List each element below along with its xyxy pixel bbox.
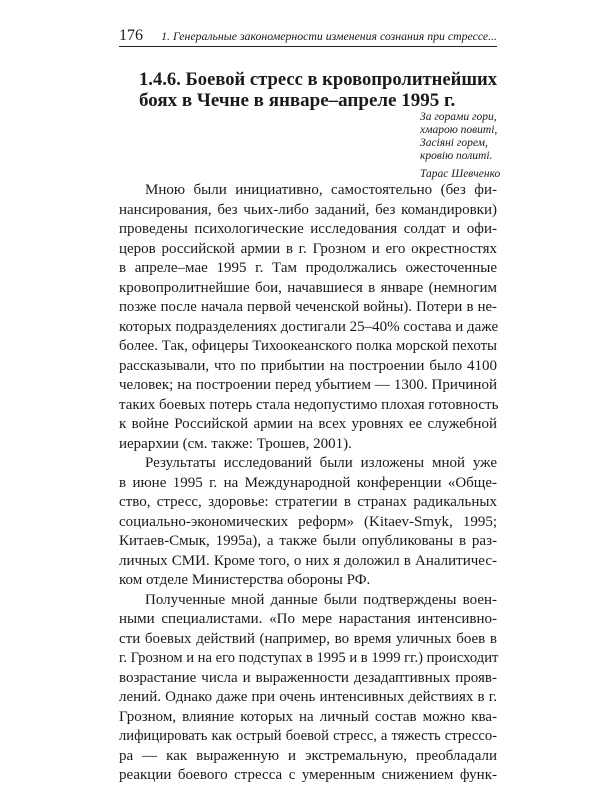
text-line: иерархии (см. также: Трошев, 2001). [119,435,352,452]
epigraph-author: Тарас Шевченко [420,168,501,180]
text-line: лифицировать как острый боевой стресс, а тяжесть стрессо- [119,728,497,744]
text-line: лений. Однако даже при очень интенсивных действиях в г. [119,689,497,705]
text-line: таких боевых потерь стала недопустимо плохая готовность [119,396,499,413]
text-line: в апреле–мае 1995 г. Там продолжались ожесточенные [119,260,497,276]
text-line: проведены психологические исследования солдат и офи- [119,221,497,237]
page-number: 176 [119,27,143,44]
text-line: личных СМИ. Кроме того, о них я доложил в Аналитичес- [119,552,497,569]
epigraph-line: хмарою повиті, [420,124,498,136]
text-line: человек; на построении перед убытием — 1300. Причиной [119,377,497,393]
text-line: Грозном, влияние которых на личный состав можно ква- [119,708,497,725]
epigraph-line: За горами гори, [420,111,497,123]
text-line: ными специалистами. «По мере нарастания интенсивно- [119,611,497,627]
text-line: более. Так, офицеры Тихоокеанского полка морской пехоты [119,338,497,354]
text-line: ство, стресс, здоровье: стратегии в странах радикальных [119,494,497,510]
text-line: ком отделе Министерства обороны РФ. [119,572,371,588]
section-heading [139,69,499,111]
text-line: в июне 1995 г. на Международной конференции «Обще- [119,474,497,491]
text-line: к войне Российской армии на всех уровнях ее служебной [119,416,497,432]
text-line: Китаев-Смык, 1995а), а также были опубликованы в раз- [119,533,497,549]
text-line: позже после начала первой чеченской войны). Потери в не- [119,299,497,315]
body-text [119,181,497,786]
running-header [119,26,497,47]
text-line: рассказывали, что по прибытии на построении было 4100 [119,357,497,374]
text-line: Результаты исследований были изложены мной уже [145,455,497,471]
epigraph [420,111,530,181]
text-line: которых подразделениях достигали 25–40% состава и даже [119,318,499,335]
text-line: г. Грозном и на его подступах в 1995 и в 1999 гг.) происходит [119,650,499,666]
text-line: сти боевых действий (например, во время уличных боев в [119,630,497,647]
text-line: кровопролитнейшие бои, начавшиеся в январе (немногим [119,279,497,296]
text-line: Мною были инициативно, самостоятельно (без фи- [145,182,497,198]
text-line: Полученные мной данные были подтверждены воен- [145,591,497,608]
text-line: реакции боевого стресса с умеренным снижением функ- [119,767,497,783]
section-heading-line: 1.4.6. Боевой стресс в кровопролитнейших [139,69,498,90]
section-heading-line: боях в Чечне в январе–апреле 1995 г. [139,90,456,111]
text-line: нансирования, без чьих-либо заданий, без командировки) [119,201,497,218]
text-line: возрастание числа и выраженности дезадаптивных прояв- [119,669,497,686]
epigraph-line: кровію политі. [420,150,493,162]
text-line: ра — как выраженную и экстремальную, преобладали [119,747,497,764]
running-title: 1. Генеральные закономерности изменения сознания при стрессе... [161,29,497,43]
text-line: церов российской армии в г. Грозном и его окрестностях [119,240,497,257]
epigraph-line: Засіяні горем, [420,137,488,149]
text-line: социально-экономических реформ» (Kitaev-Smyk, 1995; [119,513,497,530]
